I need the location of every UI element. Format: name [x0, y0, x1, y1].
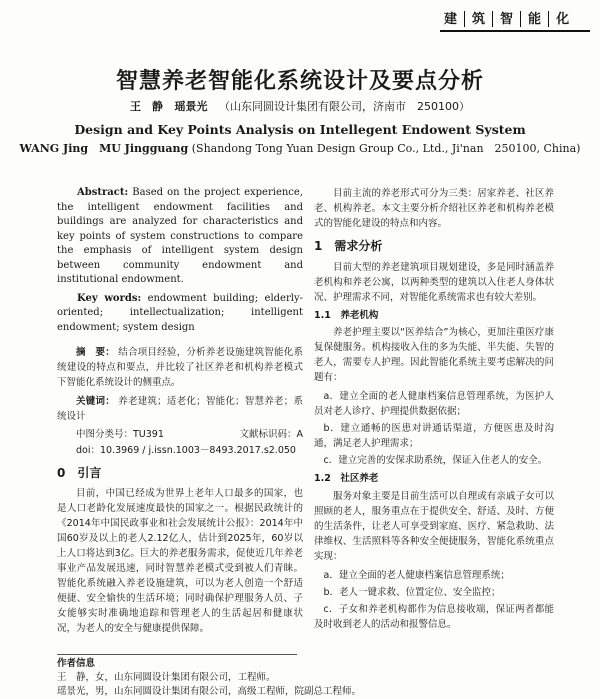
subsection-heading: 1.2 社区养老	[314, 473, 379, 484]
header-char: 智	[500, 12, 514, 27]
doc-code: 文献标识码：A	[239, 429, 303, 440]
header-divider	[464, 11, 465, 27]
header-char: 化	[556, 12, 570, 27]
english-author-names: WANG Jing MU Jingguang	[19, 142, 189, 155]
keywords-en-text: endowment building; elderly-oriented; intellectualization; intelligent endowment; system design	[57, 292, 303, 333]
header-char: 能	[528, 12, 542, 27]
paper-title: 智慧养老智能化系统设计及要点分析	[115, 69, 484, 94]
intro-paragraph: 目前主流的养老形式可分为三类：居家养老、社区养老、机构养老。本文主要分析介绍社区养老和机构养老模式的智能化建设的特点和内容。	[314, 188, 554, 229]
list-item: b．老人一键求救、位置定位、安全监控；	[323, 586, 501, 598]
section-paragraph: 目前，中国已经成为世界上老年人口最多的国家，也是人口老龄化发展速度最快的国家之一。根据民政统计的《2014年中国民政事业和社会发展统计公报》：2014年中国60岁及以上的老人2.12亿人，估计到2025年，60岁以上人口将达到3亿。巨大的养老服务需求，促使近几年养老事业产品发展迅速，同时智慧养老模式受到被人们青睐。智能化系统融入养老设施建筑，可以为老人创造一个舒适便捷、安全愉快的生活环境；同时确保护理服务人员、子女能够实时准确地追踪和管理老人的生活起居和健康状况，为老人的安全与健康提供保障。	[57, 488, 303, 634]
section-heading: 1 需求分析	[314, 239, 383, 253]
abstract-en-label: Abstract:	[77, 187, 129, 198]
clc-code: 中图分类号：TU391	[76, 429, 164, 440]
list-item: c．建立完善的安保求助系统，保证入住老人的安全。	[323, 455, 548, 466]
section-heading: 0 引言	[57, 465, 102, 480]
keywords-en-label: Key words:	[77, 292, 142, 304]
classification-line	[57, 428, 303, 443]
abstract-en	[57, 186, 303, 288]
subsection-heading: 1.1 养老机构	[314, 309, 379, 321]
author-info-heading: 作者信息	[57, 654, 297, 671]
header-divider	[548, 11, 549, 27]
english-title: Design and Key Points Analysis on Intellegent Endowent System	[74, 122, 526, 137]
author-name: 王 静	[130, 100, 163, 113]
keywords-en	[57, 292, 303, 336]
authors-cn	[0, 98, 600, 114]
right-column	[314, 186, 554, 634]
header-char: 筑	[472, 12, 486, 27]
abstract-en-text: Based on the project experience, the intelligent endowment facilities and buildings are analyzed for characteristics and key points of system constructions to compare the emphasis of intelligent system design between community endowment and institutional endowment.	[57, 187, 303, 285]
list-item: a．建立全面的老人健康档案信息管理系统，为医护人员对老人诊疗、护理提供数据依据；	[314, 391, 554, 417]
left-column	[57, 186, 303, 640]
list-item: b．建立通畅的医患对讲通话渠道，方便医患及时沟通，满足老人护理需求；	[314, 423, 554, 449]
page-header	[440, 8, 590, 32]
author-info	[57, 654, 557, 699]
english-affiliation: (Shandong Tong Yuan Design Group Co., Ltd., Ji'nan 250100, China)	[191, 142, 581, 155]
keywords-cn	[57, 394, 303, 424]
list-item: a．建立全面的老人健康档案信息管理系统；	[323, 569, 510, 581]
author-info-line: 王 静，女，山东同圆设计集团有限公司，工程师。	[57, 672, 276, 683]
author-affiliation: （山东同圆设计集团有限公司，济南市 250100）	[219, 100, 470, 113]
section-paragraph: 养老护理主要以“医养结合”为核心，更加注重医疗康复保健服务。机构接收入住的多为失能、半失能、失智的老人，需要专人护理。因此智能化系统主要考虑解决的问题有：	[314, 327, 554, 383]
keywords-cn-label: 关键词：	[76, 396, 115, 407]
english-authors	[0, 140, 600, 156]
author-info-line: 瑶景光，男，山东同圆设计集团有限公司，高级工程师，院副总工程师。	[57, 686, 362, 697]
abstract-cn	[57, 345, 303, 390]
section-paragraph: 目前大型的养老建筑项目规划建设，多是同时涵盖养老机构和养老公寓，以两种类型的建筑以入住老人身体状况、护理需求不同，对智能化系统需求也有较大差别。	[314, 261, 554, 303]
header-divider	[492, 11, 493, 27]
abstract-cn-label: 摘 要：	[76, 347, 115, 358]
header-divider	[520, 11, 521, 27]
abstract-cn-text: 结合项目经验，分析养老设施建筑智能化系统建设的特点和要点，并比较了社区养老和机构养老模式下智能化系统设计的侧重点。	[57, 347, 303, 388]
section-paragraph: 服务对象主要是目前生活可以自理或有亲戚子女可以照顾的老人，服务重点在于提供安全、舒适、及时、方便的生活条件，让老人可享受到家庭、医疗、紧急救助、法律维权、生活照料等各种安全便捷服务，智能化系统重点实现：	[314, 490, 554, 562]
keywords-cn-text: 养老建筑；适老化；智能化；智慧养老；系统设计	[57, 396, 303, 422]
author-name: 瑶景光	[174, 100, 208, 113]
list-item: c．子女和养老机构都作为信息接收端，保证两者都能及时收到老人的活动和报警信息。	[314, 603, 554, 630]
doi: doi：10.3969 / j.issn.1003－8493.2017.s2.050	[76, 444, 296, 456]
header-char: 建	[444, 12, 458, 27]
